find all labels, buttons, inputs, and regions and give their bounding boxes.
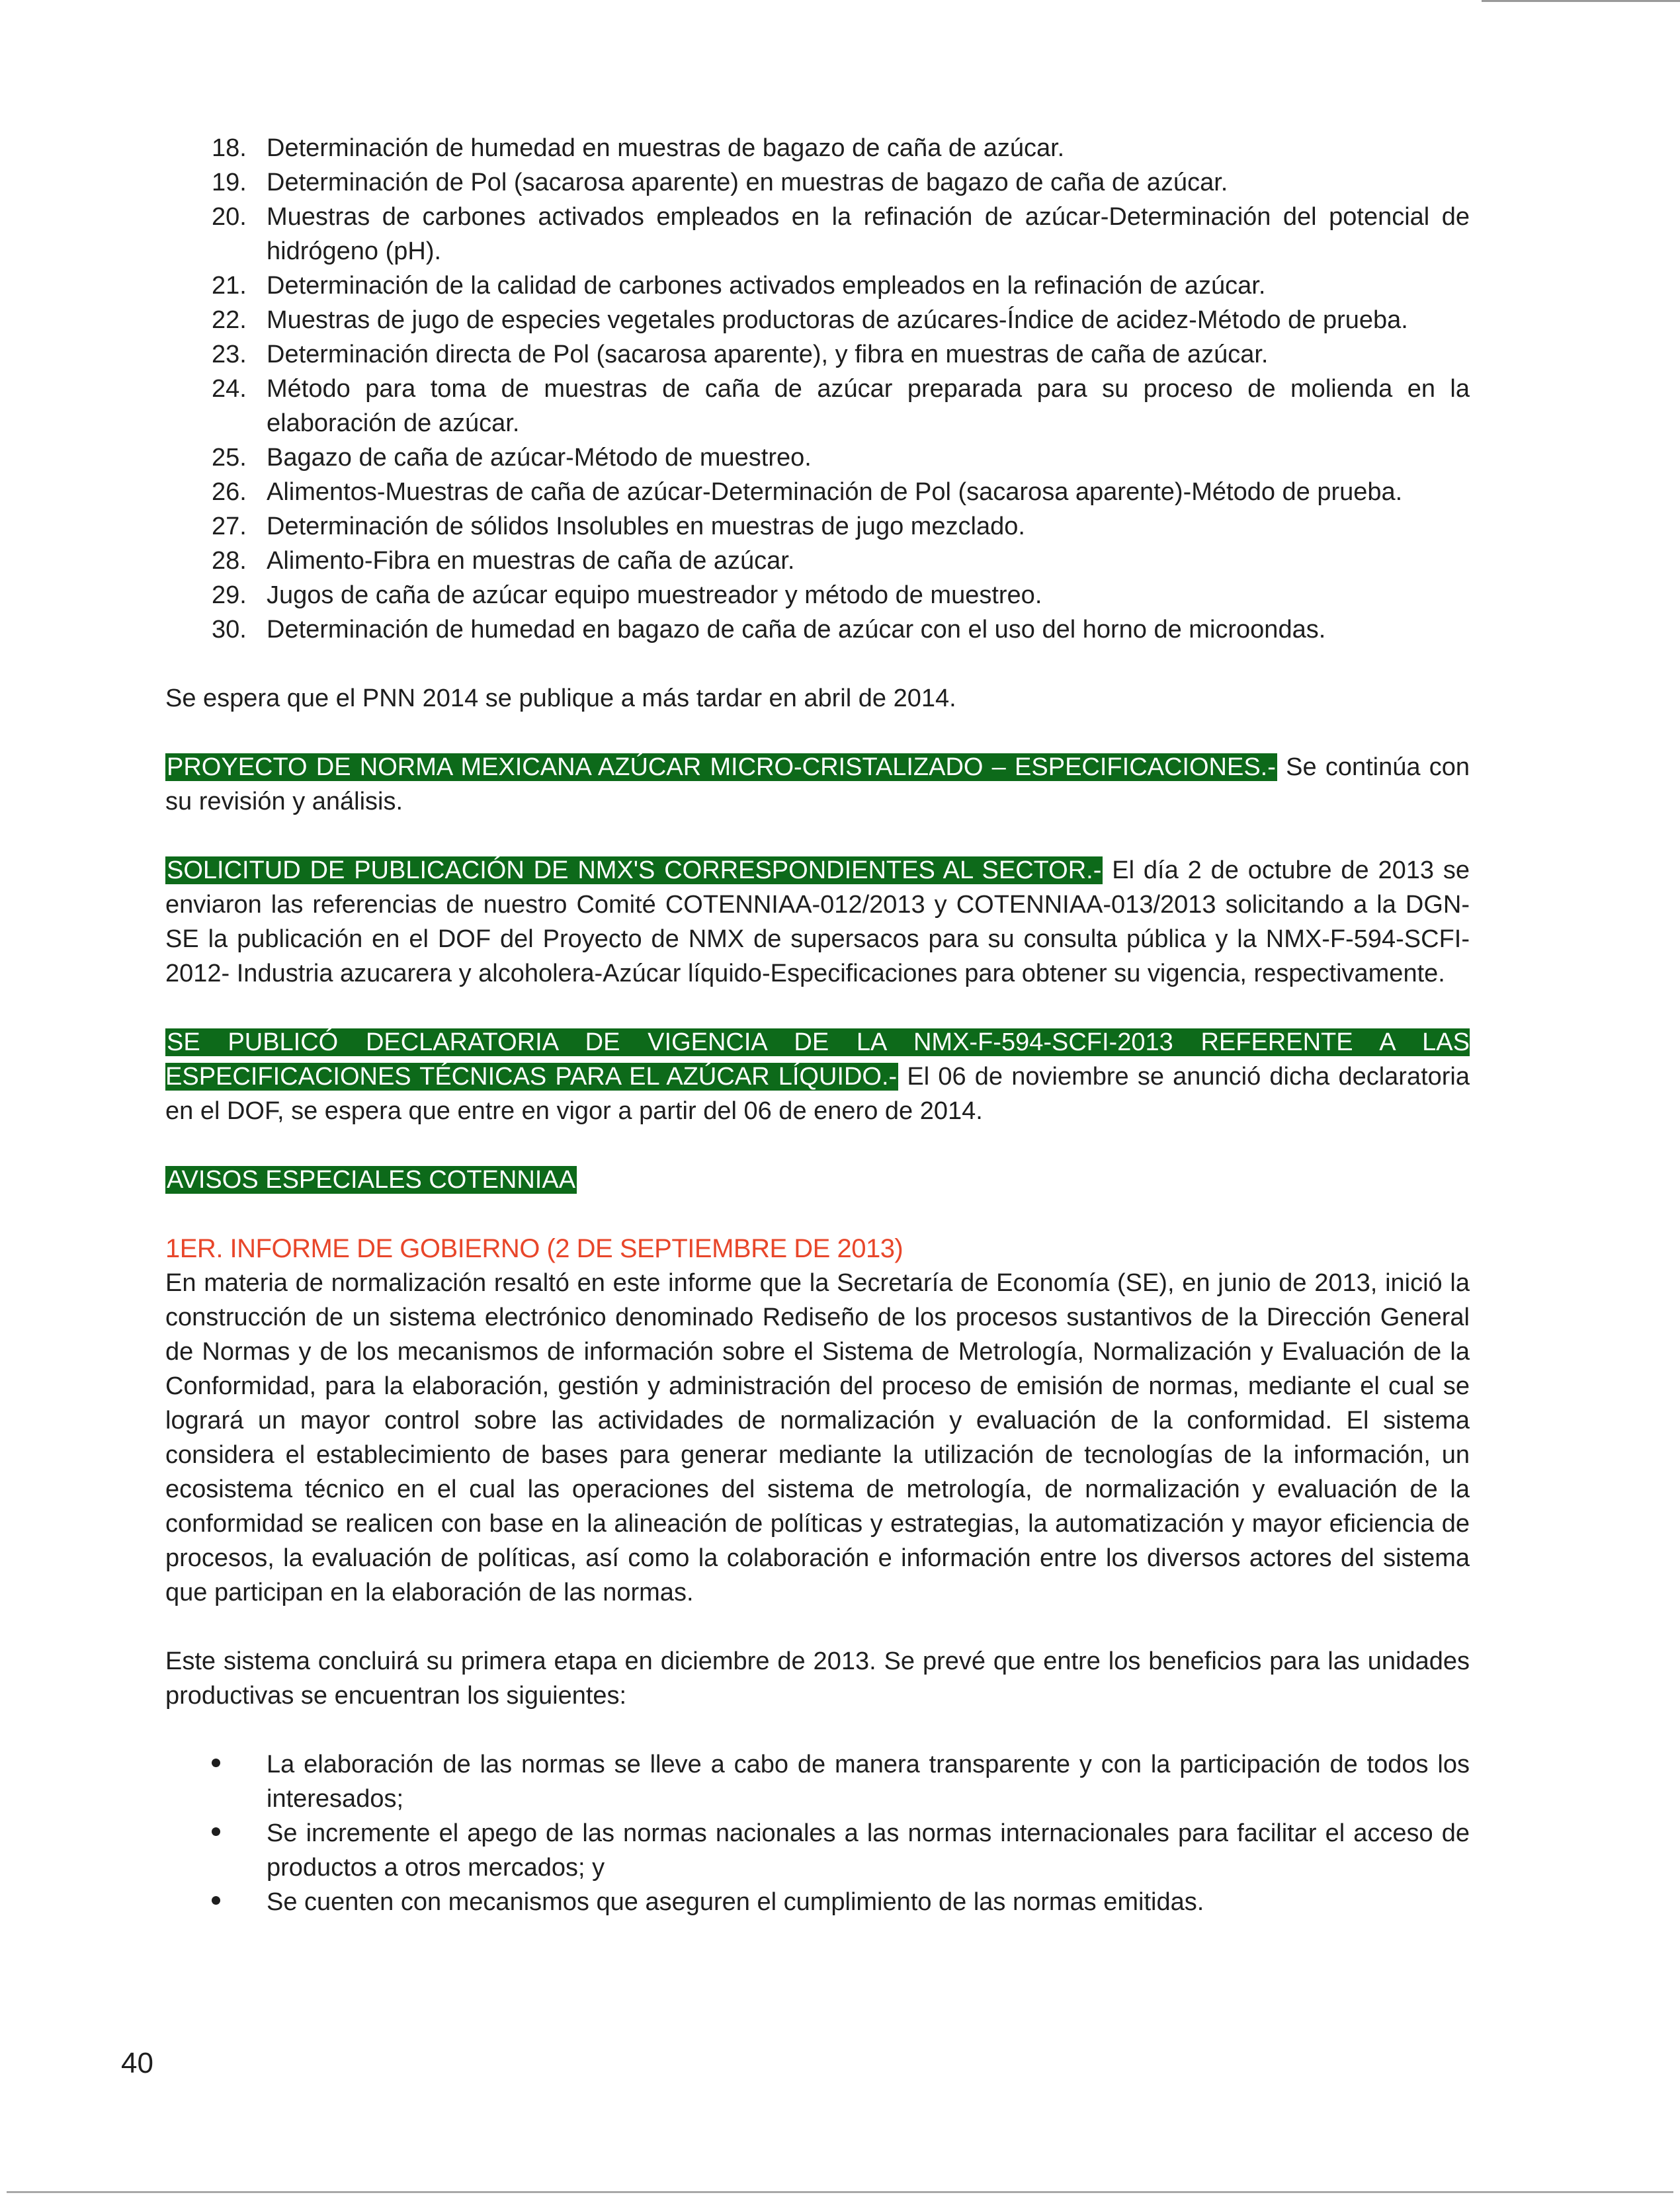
item-text: Bagazo de caña de azúcar-Método de muestreo. (267, 444, 812, 472)
item-number: 22. (212, 306, 247, 334)
informe-heading: 1ER. INFORME DE GOBIERNO (2 DE SEPTIEMBRE DE 2013) (165, 1234, 903, 1263)
avisos-heading (165, 1163, 1470, 1197)
numbered-list (212, 131, 1470, 647)
spacer (165, 1713, 1470, 1747)
list-item (212, 303, 1470, 337)
item-number: 27. (212, 513, 247, 540)
bullet-item (212, 1885, 1470, 1919)
item-text: Determinación de humedad en muestras de bagazo de caña de azúcar. (267, 134, 1065, 162)
spacer (165, 647, 1470, 681)
item-number: 29. (212, 581, 247, 609)
item-text: Determinación de la calidad de carbones activados empleados en la refinación de azúcar. (267, 272, 1266, 300)
item-text: Alimentos-Muestras de caña de azúcar-Determinación de Pol (sacarosa aparente)-Método de prueba. (267, 478, 1403, 506)
item-text: Determinación directa de Pol (sacarosa aparente), y fibra en muestras de caña de azúcar. (267, 341, 1269, 368)
item-text: Determinación de humedad en bagazo de caña de azúcar con el uso del horno de microondas. (267, 616, 1326, 644)
highlighted-heading: PROYECTO DE NORMA MEXICANA AZÚCAR MICRO-CRISTALIZADO – ESPECIFICACIONES.- (167, 753, 1276, 781)
paragraph-text: El 06 de noviembre se anunció dicha declaratoria en el DOF, se espera que entre en vigor a partir del 06 de enero de 2014. (165, 1063, 1470, 1125)
item-text: Muestras de jugo de especies vegetales productoras de azúcares-Índice de acidez-Método de prueba. (267, 306, 1408, 334)
item-text: Jugos de caña de azúcar equipo muestreador y método de muestreo. (267, 581, 1042, 609)
paragraph-text: Se continúa con su revisión y análisis. (165, 753, 1470, 815)
page-number: 40 (121, 2047, 153, 2079)
paragraph-text: El día 2 de octubre de 2013 se enviaron las referencias de nuestro Comité COTENNIAA-012/2013 y COTENNIAA-013/2013 solicitando a la DGN-SE la publicación en el DOF del Proyecto de NMX de supersacos para su consulta pública y la NMX-F-594-SCFI-2012- Industria azucarera y alcoholera-Azúcar líquido-Especificaciones para obtener su vigencia, respectivamente. (165, 856, 1470, 987)
spacer (165, 1197, 1470, 1231)
item-number: 20. (212, 203, 247, 231)
bullet-icon (212, 1896, 220, 1905)
item-text: Alimento-Fibra en muestras de caña de azúcar. (267, 547, 795, 575)
bullet-icon (212, 1759, 220, 1767)
highlighted-heading: SE PUBLICÓ DECLARATORIA DE VIGENCIA DE LA NMX-F-594-SCFI-2013 REFERENTE A LAS ESPECIFICACIONES TÉCNICAS PARA EL AZÚCAR LÍQUIDO.- (165, 1028, 1470, 1091)
informe-paragraph: En materia de normalización resaltó en este informe que la Secretaría de Economía (SE), en junio de 2013, inició la construcción de un sistema electrónico denominado Rediseño de los procesos sustantivos de la Dirección General de Normas y de los mecanismos de información sobre el Sistema de Metrología, Normalización y Evaluación de la Conformidad, para la elaboración, gestión y administración del proceso de emisión de normas, mediante el cual se logrará un mayor control sobre las actividades de normalización y evaluación de la conformidad. El sistema considera el establecimiento de bases para generar mediante la utilización de tecnologías de la información, un ecosistema técnico en el cual las operaciones del sistema de metrología, de normalización y evaluación de la conformidad se realicen con base en la alineación de políticas y estrategias, la automatización y mayor eficiencia de procesos, la evaluación de políticas, así como la colaboración e información entre los diversos actores del sistema que participan en la elaboración de las normas. (165, 1269, 1470, 1606)
item-number: 18. (212, 134, 247, 162)
bullet-icon (212, 1827, 220, 1836)
bottom-rule (7, 2191, 1673, 2193)
list-item (212, 578, 1470, 612)
list-item (212, 269, 1470, 303)
spacer (165, 1128, 1470, 1163)
item-number: 25. (212, 444, 247, 472)
vigencia-paragraph (165, 1025, 1470, 1128)
solicitud-paragraph (165, 853, 1470, 991)
list-item (212, 509, 1470, 544)
highlighted-heading: SOLICITUD DE PUBLICACIÓN DE NMX'S CORRESPONDIENTES AL SECTOR.- (167, 856, 1102, 884)
item-text: Método para toma de muestras de caña de azúcar preparada para su proceso de molienda en la elaboración de azúcar. (267, 375, 1470, 437)
page-content (165, 131, 1470, 1919)
list-item (212, 165, 1470, 200)
sistema-paragraph: Este sistema concluirá su primera etapa en diciembre de 2013. Se prevé que entre los beneficios para las unidades productivas se encuentran los siguientes: (165, 1647, 1470, 1710)
item-number: 23. (212, 341, 247, 368)
item-text: Muestras de carbones activados empleados en la refinación de azúcar-Determinación del potencial de hidrógeno (pH). (267, 203, 1470, 265)
bullet-text: Se cuenten con mecanismos que aseguren el cumplimiento de las normas emitidas. (267, 1888, 1204, 1916)
list-item (212, 612, 1470, 647)
micro-cristalizado-paragraph (165, 750, 1470, 819)
bullet-item (212, 1816, 1470, 1885)
highlighted-heading: AVISOS ESPECIALES COTENNIAA (167, 1166, 576, 1194)
benefits-list (212, 1747, 1470, 1919)
pnn-paragraph: Se espera que el PNN 2014 se publique a más tardar en abril de 2014. (165, 685, 956, 712)
spacer (165, 991, 1470, 1025)
item-text: Determinación de Pol (sacarosa aparente) en muestras de bagazo de caña de azúcar. (267, 169, 1228, 196)
list-item (212, 131, 1470, 165)
list-item (212, 440, 1470, 475)
spacer (165, 819, 1470, 853)
item-number: 26. (212, 478, 247, 506)
list-item (212, 544, 1470, 578)
item-number: 19. (212, 169, 247, 196)
item-number: 30. (212, 616, 247, 644)
list-item (212, 372, 1470, 440)
item-number: 24. (212, 375, 247, 403)
bullet-item (212, 1747, 1470, 1816)
list-item (212, 200, 1470, 269)
item-number: 28. (212, 547, 247, 575)
bullet-text: Se incremente el apego de las normas nacionales a las normas internacionales para facilitar el acceso de productos a otros mercados; y (267, 1819, 1470, 1882)
bullet-text: La elaboración de las normas se lleve a cabo de manera transparente y con la participación de todos los interesados; (267, 1751, 1470, 1813)
top-rule (1482, 0, 1680, 2)
item-text: Determinación de sólidos Insolubles en muestras de jugo mezclado. (267, 513, 1025, 540)
list-item (212, 475, 1470, 509)
item-number: 21. (212, 272, 247, 300)
spacer (165, 716, 1470, 750)
spacer (165, 1610, 1470, 1644)
list-item (212, 337, 1470, 372)
